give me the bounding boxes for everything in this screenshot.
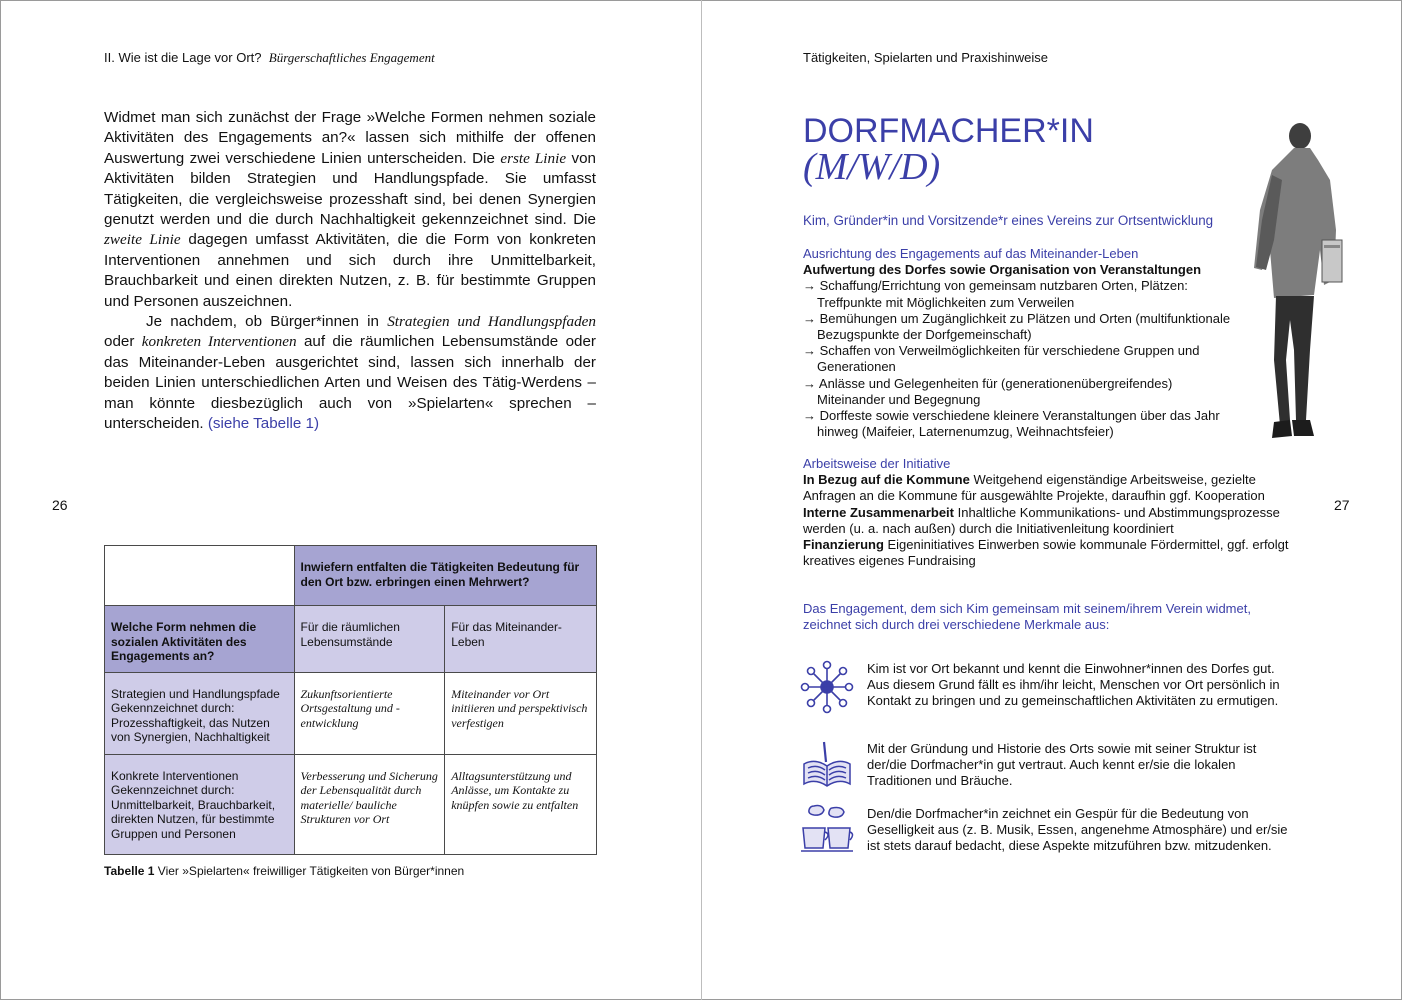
paragraph-1 [104, 108, 596, 312]
method-text: Weitgehend eigenständige Arbeitsweise, gezielte Anfragen an die Kommune für ausgewählte Projekte, daraufhin ggf. Kooperation [803, 472, 1265, 504]
list-item: → Anlässe und Gelegenheiten für (generationenübergreifendes) Miteinander und Begegnung [803, 375, 1173, 407]
left-header-section: II. Wie ist die Lage vor Ort? [104, 50, 262, 65]
p2-emphasis-2: konkreten Interventionen [141, 333, 297, 351]
table-cell: Verbesserung und Sicherung der Lebensqualität durch materielle/ bauliche Strukturen vor Ort [294, 754, 445, 854]
person-walking-photo [1244, 120, 1344, 445]
caption-label: Tabelle 1 [104, 864, 155, 878]
table-top-header: Inwiefern entfalten die Tätigkeiten Bedeutung für den Ort bzw. erbringen einen Mehrwert? [294, 546, 597, 606]
features-intro: Das Engagement, dem sich Kim gemeinsam mit seinem/ihrem Verein widmet, zeichnet sich durch drei verschiedene Merkmale aus: [803, 601, 1251, 633]
method-label: Finanzierung [803, 537, 884, 553]
left-running-header [104, 50, 435, 66]
table-row-label-2: Konkrete Interventionen Gekennzeichnet durch: Unmittelbarkeit, Brauchbarkeit, direkten Nutzen, für bestimmte Gruppen und Personen [105, 754, 295, 854]
method-kommune [803, 472, 1291, 504]
right-page-number: 27 [1334, 497, 1350, 513]
table-cell: Miteinander vor Ort initiieren und perspektivisch verfestigen [445, 672, 597, 754]
left-page-number: 26 [52, 497, 68, 513]
p2-part-c: auf die räumlichen Lebensumstände oder das Miteinander-Leben ausgerichtet sind, lassen sich innerhalb der beiden Linien unterschiedlichen Arten und Weisen des Tätig-Werdens – man könnte diesbezüglich auch von »Spielarten« sprechen – unterscheiden. [104, 333, 596, 433]
p2-part-b: oder [104, 333, 142, 351]
table-empty-corner [105, 546, 295, 606]
method-label: In Bezug auf die Kommune [803, 472, 970, 488]
left-header-subtitle: Bürgerschaftliches Engagement [268, 50, 435, 65]
p2-part-a: Je nachdem, ob Bürger*innen in [146, 313, 388, 331]
p1-emphasis-2: zweite Linie [104, 231, 181, 249]
method-intern [803, 505, 1291, 537]
table-row [105, 606, 597, 673]
p1-part-c: dagegen umfasst Aktivitäten, die die Form von konkreten Interventionen annehmen und sich durch ihre Unmittelbarkeit, Brauchbarkeit und einen direkten Nutzen, z. B. für bestimmte Gruppen und Personen auszeichnen. [104, 231, 596, 310]
spread-gutter [701, 0, 702, 1000]
method-finanzierung [803, 537, 1291, 569]
method-text: Eigeninitiatives Einwerben sowie kommunale Fördermittel, ggf. erfolgt kreatives eigenes Fundraising [803, 537, 1289, 569]
table-row [105, 754, 597, 854]
table-caption [104, 864, 464, 878]
table-col-header-2: Für das Miteinander-Leben [445, 606, 597, 673]
caption-text: Vier »Spielarten« freiwilliger Tätigkeiten von Bürger*innen [154, 864, 465, 878]
p1-emphasis-1: erste Linie [500, 149, 567, 167]
table-reference-link[interactable]: (siehe Tabelle 1) [207, 415, 320, 433]
table-cell: Alltagsunterstützung und Anlässe, um Kontakte zu knüpfen sowie zu entfalten [445, 754, 597, 854]
profile-title [803, 112, 1094, 188]
open-book-icon [800, 738, 854, 792]
list-item: → Dorffeste sowie verschiedene kleinere Veranstaltungen über das Jahr hinweg (Maifeier, Laternenumzug, Weihnachtsfeier) [803, 408, 1220, 440]
title-sub: (M/W/D) [803, 146, 941, 188]
feature-text-1: Kim ist vor Ort bekannt und kennt die Einwohner*innen des Dorfes gut. Aus diesem Grund fällt es ihm/ihr leicht, Menschen vor Ort persönlich in Kontakt zu bringen und zu gemeinschaftlichen Aktivitäten zu ermutigen. [867, 661, 1280, 709]
profile-intro: Kim, Gründer*in und Vorsitzende*r eines Vereins zur Ortsentwicklung [803, 213, 1214, 228]
table-row-label-1: Strategien und Handlungspfade Gekennzeichnet durch: Prozesshaftigkeit, das Nutzen von Synergien, Nachhaltigkeit [105, 672, 295, 754]
table-cell: Zukunftsorientierte Ortsgestaltung und -entwicklung [294, 672, 445, 754]
list-item: → Bemühungen um Zugänglichkeit zu Plätzen und Orten (multifunktionale Bezugspunkte der Dorfgemeinschaft) [803, 310, 1231, 343]
section-heading: Arbeitsweise der Initiative [803, 456, 951, 471]
method-text: Inhaltliche Kommunikations- und Abstimmungsprozesse werden (u. a. nach außen) durch die Initiativenleitung koordiniert [803, 504, 1280, 536]
p1-part-b: von Aktivitäten bilden Strategien und Handlungspfade. Sie umfasst Tätigkeiten, die vergleichsweise prozesshaft sind, bei denen Synergien genutzt werden und die durch Nachhaltigkeit gekennzeichnet sind. Die [104, 149, 596, 229]
paragraph-2 [104, 312, 596, 434]
title-main: DORFMACHER*IN [803, 112, 1094, 150]
spielarten-table [104, 545, 597, 855]
engagement-section [803, 246, 1243, 440]
list-item: → Schaffen von Verweilmöglichkeiten für verschiedene Gruppen und Generationen [803, 343, 1200, 375]
p1-part-a: Widmet man sich zunächst der Frage »Welche Formen nehmen soziale Aktivitäten des Engagements an?« lassen sich mithilfe der offenen Auswertung zwei verschiedene Linien unterscheiden. Die [104, 109, 596, 167]
network-icon [800, 660, 854, 714]
table-row [105, 546, 597, 606]
coffee-cups-icon [800, 802, 854, 856]
p2-emphasis-1: Strategien und Handlungspfaden [387, 313, 596, 331]
working-method-section [803, 456, 1291, 569]
table-row [105, 672, 597, 754]
feature-text-2: Mit der Gründung und Historie des Orts sowie mit seiner Struktur ist der/die Dorfmacher*in gut vertraut. Auch kennt er/sie die lokalen Traditionen und Bräuche. [867, 741, 1257, 789]
table-row-header: Welche Form nehmen die sozialen Aktivitäten des Engagements an? [105, 606, 295, 673]
right-running-header: Tätigkeiten, Spielarten und Praxishinweise [803, 50, 1048, 65]
feature-text-3: Den/die Dorfmacher*in zeichnet ein Gespür für die Bedeutung von Geselligkeit aus (z. B. Musik, Essen, angenehme Atmosphäre) und er/sie ist stets darauf bedacht, diese Aspekte mitzuführen bzw. mitzudenken. [867, 806, 1288, 854]
list-item: → Schaffung/Errichtung von gemeinsam nutzbaren Orten, Plätzen: Treffpunkte mit Möglichkeiten zum Verweilen [803, 278, 1188, 310]
activity-list [803, 278, 1243, 440]
left-body-text [104, 108, 596, 435]
section-heading: Ausrichtung des Engagements auf das Miteinander-Leben [803, 246, 1139, 261]
table-col-header-1: Für die räumlichen Lebensumstände [294, 606, 445, 673]
method-label: Interne Zusammenarbeit [803, 504, 954, 520]
section-subheading: Aufwertung des Dorfes sowie Organisation von Veranstaltungen [803, 262, 1202, 278]
